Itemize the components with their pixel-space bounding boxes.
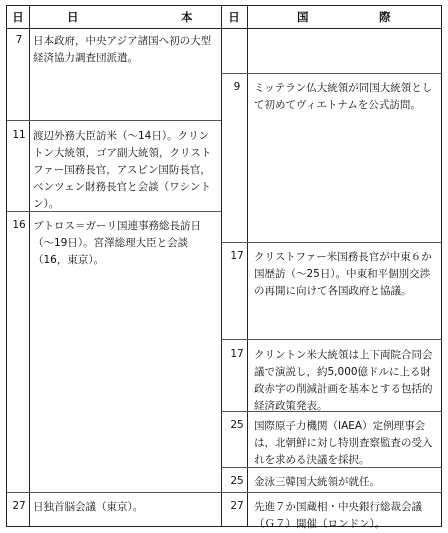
row-divider [7, 211, 221, 212]
intl-event: ミッテラン仏大統領が同国大統領として初めてヴィエトナムを公式訪問。 [254, 82, 433, 111]
chronology-table [6, 5, 442, 530]
row-divider [7, 492, 221, 493]
japan-day: 7 [15, 34, 23, 46]
japan-event: 日独首脳会議（東京）。 [33, 501, 144, 513]
intl-event: クリントン米大統領は上下両院合同会議で演説し，約5,000億ドルに上る財政赤字の削減計画を基本とする包括的経済政策発表。 [254, 349, 433, 412]
intl-event: 先進７か国蔵相・中央銀行総裁会議（Ｇ７）開催（ロンドン）。 [254, 501, 422, 530]
row-divider [221, 339, 442, 340]
row-divider [221, 492, 442, 493]
intl-day: 25 [230, 419, 244, 431]
header-day-right: 日 [228, 10, 240, 24]
intl-day: 27 [230, 500, 244, 512]
japan-event: 日本政府，中央アジア諸国へ初の大型経済協力調査団派遣。 [33, 35, 212, 64]
intl-day: 17 [230, 348, 244, 360]
japan-day: 27 [12, 500, 26, 512]
row-divider [221, 242, 442, 243]
header-divider [7, 28, 441, 29]
header-japan-1: 日 [67, 10, 79, 24]
column-divider [29, 6, 30, 526]
japan-day: 11 [12, 129, 26, 141]
intl-day: 25 [230, 475, 244, 487]
row-divider [221, 467, 442, 468]
intl-day: 17 [230, 250, 244, 262]
header-day-left: 日 [12, 10, 24, 24]
japan-event: 渡辺外務大臣訪米（～14日）。クリントン大統領，ゴア副大統領，クリストファー国務長官，アスピン国防長官，ベンツェン財務長官と会談（ワシントン）。 [33, 130, 212, 210]
japan-event: ブトロス＝ガーリ国連事務総長訪日（～19日）。宮澤総理大臣と会談（16，東京）。 [33, 220, 201, 266]
header-intl-2: 際 [379, 10, 391, 24]
row-divider [221, 411, 442, 412]
japan-day: 16 [12, 219, 26, 231]
intl-event: クリストファー米国務長官が中東６か国歴訪（～25日）。中東和平個別交渉の再開に向けて各国政府と協議。 [254, 251, 432, 297]
row-divider [221, 73, 442, 74]
intl-day: 9 [233, 81, 241, 93]
header-japan-2: 本 [181, 10, 193, 24]
intl-event: 金泳三韓国大統領が就任。 [254, 476, 380, 488]
intl-event: 国際原子力機関（IAEA）定例理事会は，北朝鮮に対し特別査察監査の受入れを求める決議を採択。 [254, 420, 433, 466]
column-divider [221, 6, 222, 526]
header-intl-1: 国 [297, 10, 309, 24]
row-divider [7, 120, 221, 121]
